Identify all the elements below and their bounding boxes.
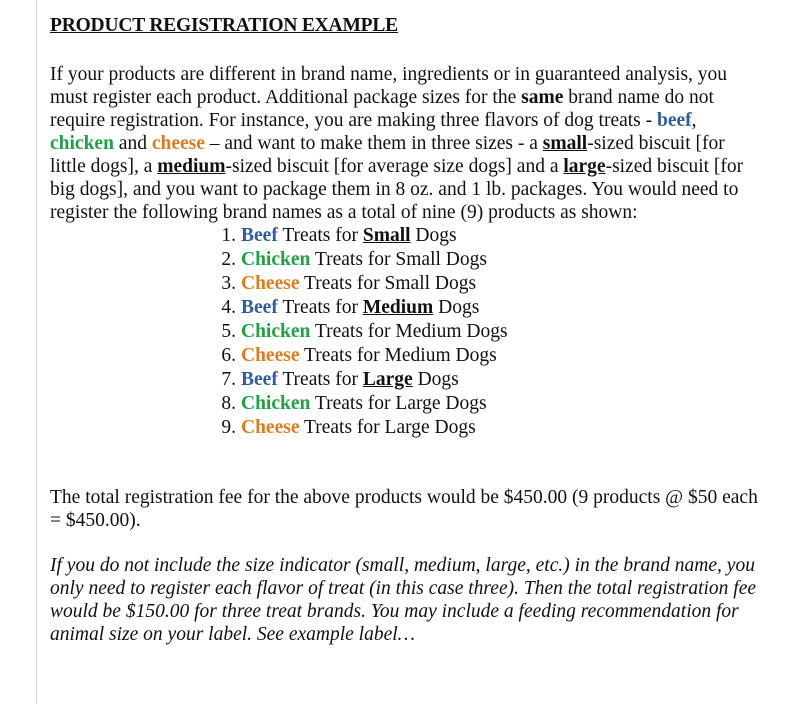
product-item: [214, 392, 714, 416]
product-tail-text: Dogs: [430, 273, 477, 294]
product-mid-text: Treats for: [310, 321, 396, 342]
intro-chicken-word: chicken: [50, 133, 114, 154]
product-tail-text: Dogs: [450, 345, 497, 366]
intro-beef-word: beef: [657, 110, 692, 131]
product-mid-text: Treats for: [299, 417, 385, 438]
intro-small-word: small: [542, 133, 588, 154]
product-flavor: Chicken: [241, 249, 311, 270]
fee-paragraph: The total registration fee for the above products would be $450.00 (9 products @ $50 each = $450.00).: [50, 487, 758, 531]
product-size: Medium: [384, 345, 451, 366]
document-title: PRODUCT REGISTRATION EXAMPLE: [50, 15, 398, 36]
product-tail-text: Dogs: [412, 369, 459, 390]
intro-and: and: [113, 133, 152, 154]
note-paragraph: If you do not include the size indicator (small, medium, large, etc.) in the brand name, you only need to register each flavor of treat (in this case three). Then the total registration fee would be $150.00 for three treat brands. You may include a feeding recommendation for animal size on your label. See example label…: [50, 555, 757, 645]
intro-text-4: -sized biscuit [for little dogs], a: [50, 133, 725, 177]
intro-text-5: -sized biscuit [for average size dogs] and a: [225, 156, 564, 177]
intro-same-word: same: [521, 87, 564, 108]
product-item: [214, 224, 714, 248]
product-tail-text: Dogs: [440, 249, 487, 270]
product-size: Small: [362, 225, 411, 246]
intro-cheese-word: cheese: [151, 133, 205, 154]
intro-text-1: If your products are different in brand name, ingredients or in guaranteed analysis, you must register each product. Additional package sizes for the: [50, 64, 728, 108]
intro-text-2: brand name do not require registration. For instance, you are making three flavors of dog treats -: [50, 87, 714, 131]
intro-large-word: large: [563, 156, 606, 177]
product-item: [214, 296, 714, 320]
intro-text-6: -sized biscuit [for big dogs], and you want to package them in 8 oz. and 1 lb. packages. You would need to register the following brand names as a total of nine (9) products as shown:: [50, 156, 744, 223]
product-flavor: Cheese: [241, 417, 300, 438]
product-number: 5.: [221, 321, 236, 342]
product-flavor: Chicken: [241, 321, 311, 342]
product-list: [214, 224, 714, 440]
intro-medium-word: medium: [157, 156, 226, 177]
product-size: Large: [395, 393, 441, 414]
product-number: 9.: [221, 417, 236, 438]
product-item: [214, 416, 714, 440]
product-number: 8.: [221, 393, 236, 414]
intro-text-3: – and want to make them in three sizes - a: [204, 133, 543, 154]
product-item: [214, 344, 714, 368]
product-flavor: Chicken: [241, 393, 311, 414]
product-item: [214, 272, 714, 296]
product-tail-text: Dogs: [440, 393, 487, 414]
product-mid-text: Treats for: [310, 249, 396, 270]
product-tail-text: Dogs: [433, 297, 480, 318]
product-number: 7.: [221, 369, 236, 390]
product-item: [214, 368, 714, 392]
product-item: [214, 320, 714, 344]
product-mid-text: Treats for: [299, 345, 385, 366]
product-number: 6.: [221, 345, 236, 366]
product-flavor: Cheese: [241, 345, 300, 366]
product-tail-text: Dogs: [410, 225, 457, 246]
product-flavor: Beef: [241, 225, 278, 246]
intro-paragraph: [50, 63, 762, 224]
product-item: [214, 248, 714, 272]
product-number: 1.: [221, 225, 236, 246]
product-tail-text: Dogs: [461, 321, 508, 342]
intro-comma: ,: [691, 110, 697, 131]
product-number: 4.: [221, 297, 236, 318]
product-mid-text: Treats for: [299, 273, 385, 294]
product-size: Small: [395, 249, 441, 270]
product-number: 2.: [221, 249, 236, 270]
product-size: Medium: [395, 321, 462, 342]
product-size: Large: [362, 369, 413, 390]
product-mid-text: Treats for: [277, 369, 363, 390]
document: [50, 14, 762, 646]
product-size: Large: [384, 417, 430, 438]
product-size: Small: [384, 273, 431, 294]
product-mid-text: Treats for: [277, 297, 363, 318]
product-mid-text: Treats for: [277, 225, 363, 246]
product-flavor: Cheese: [241, 273, 300, 294]
product-size: Medium: [362, 297, 434, 318]
product-flavor: Beef: [241, 297, 278, 318]
product-mid-text: Treats for: [310, 393, 396, 414]
product-number: 3.: [221, 273, 236, 294]
product-tail-text: Dogs: [429, 417, 476, 438]
product-flavor: Beef: [241, 369, 278, 390]
